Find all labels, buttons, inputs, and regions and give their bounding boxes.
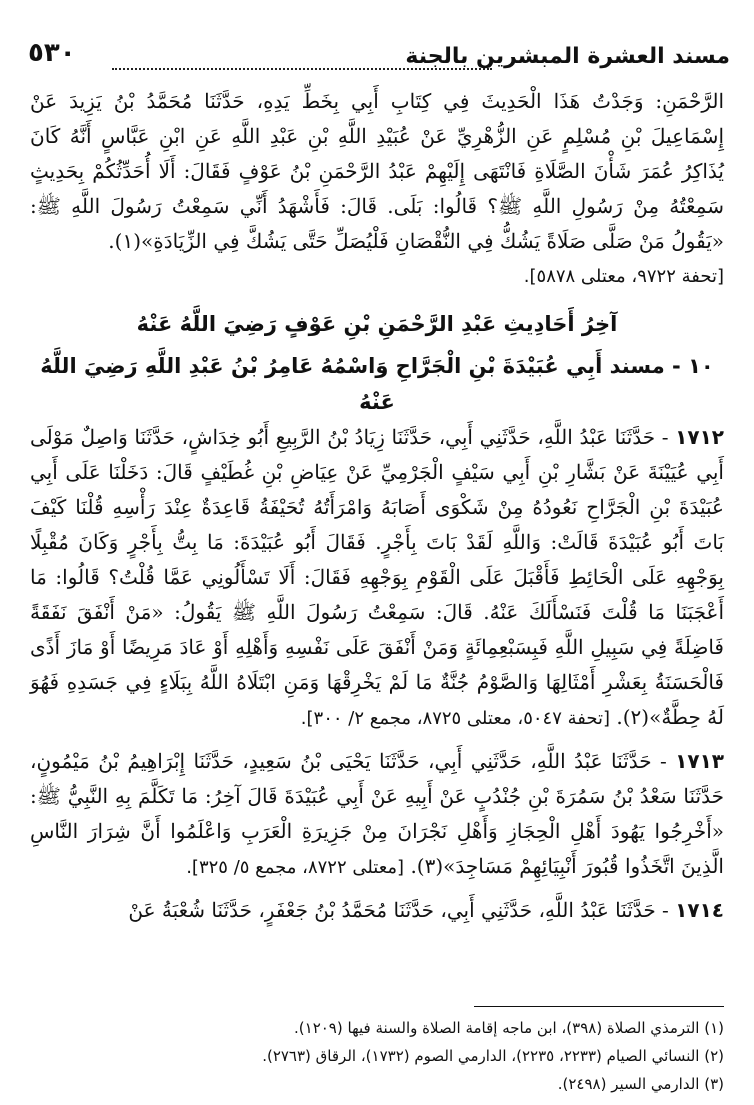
hadith-number: ١٧١٤ xyxy=(675,898,724,922)
hadith-number: ١٧١٢ xyxy=(675,425,724,449)
hadith-text: - حَدَّثَنَا عَبْدُ اللَّهِ، حَدَّثَنِي أَبِي، حَدَّثَنَا يَحْيَى بْنُ سَعِيدٍ، حَدَّثَنَا إِبْرَاهِيمُ بْنُ مَيْمُونٍ، حَدَّثَنَا سَعْدُ بْنُ سَمُرَةَ بْنِ جُنْدُبٍ عَنْ أَبِيهِ عَنْ أَبِي عُبَيْدَةَ قَالَ آخِرُ: مَا تَكَلَّمَ بِهِ النَّبِيُّ ﷺ: «أَخْرِجُوا يَهُودَ أَهْلِ الْحِجَازِ وَأَهْلِ نَجْرَانَ مِنْ جَزِيرَةِ الْعَرَبِ وَاعْلَمُوا أَنَّ شِرَارَ النَّاسِ الَّذِينَ اتَّخَذُوا قُبُورَ أَنْبِيَائِهِمْ مَسَاجِدَ»(٣). xyxy=(30,749,724,878)
main-text xyxy=(30,84,724,928)
footnote-1: (١) الترمذي الصلاة (٣٩٨)، ابن ماجه إقامة الصلاة والسنة فيها (١٢٠٩). xyxy=(294,1019,724,1037)
header-dotted-leader xyxy=(112,68,492,70)
footnote-separator xyxy=(474,1006,724,1007)
hadith-reference: [معتلى ٨٧٢٢، مجمع ٥/ ٣٢٥]. xyxy=(186,857,405,878)
end-of-hadiths-heading: آخِرُ أَحَادِيثِ عَبْدِ الرَّحْمَنِ بْنِ عَوْفٍ رَضِيَ اللَّهُ عَنْهُ xyxy=(136,312,618,336)
hadith-1714 xyxy=(30,893,724,928)
intro-paragraph: الرَّحْمَنِ: وَجَدْتُ هَذَا الْحَدِيثَ فِي كِتَابِ أَبِي بِخَطِّ يَدِهِ، حَدَّثَنَا مُحَمَّدُ بْنُ يَزِيدَ عَنْ إِسْمَاعِيلَ بْنِ مُسْلِمٍ عَنِ الزُّهْرِيِّ عَنْ عُبَيْدِ اللَّهِ بْنِ عَبْدِ اللَّهِ عَنِ ابْنِ عَبَّاسٍ أَنَّهُ كَانَ يُذَاكِرُ عُمَرَ شَأْنَ الصَّلَاةِ فَانْتَهَى إِلَيْهِمْ عَبْدُ الرَّحْمَنِ بْنُ عَوْفٍ فَقَالَ: أَلَا أُحَدِّثُكُمْ بِحَدِيثٍ سَمِعْتُهُ مِنْ رَسُولِ اللَّهِ ﷺ؟ قَالُوا: بَلَى. قَالَ: فَأَشْهَدُ أَنِّي سَمِعْتُ رَسُولَ اللَّهِ ﷺ: «يَقُولُ مَنْ صَلَّى صَلَاةً يَشُكُّ فِي النُّقْصَانِ فَلْيُصَلِّ حَتَّى يَشُكَّ فِي الزِّيَادَةِ»(١). xyxy=(30,89,724,253)
hadith-text: - حَدَّثَنَا عَبْدُ اللَّهِ، حَدَّثَنِي أَبِي، حَدَّثَنَا مُحَمَّدُ بْنُ جَعْفَرٍ، حَدَّثَنَا شُعْبَةُ عَنْ xyxy=(128,898,669,922)
page-header xyxy=(24,38,730,78)
footnote-3: (٣) الدارمي السير (٢٤٩٨). xyxy=(557,1075,724,1093)
hadith-1712 xyxy=(30,420,724,736)
hadith-reference: [تحفة ٥٠٤٧، معتلى ٨٧٢٥، مجمع ٢/ ٣٠٠]. xyxy=(300,708,610,729)
page-number: ٥٣٠ xyxy=(28,38,76,68)
hadith-number: ١٧١٣ xyxy=(675,749,724,773)
footnote-2: (٢) النسائي الصيام (٢٢٣٣، ٢٢٣٥)، الدارمي الصوم (١٧٣٢)، الرقاق (٢٧٦٣). xyxy=(262,1047,724,1065)
hadith-1713 xyxy=(30,744,724,885)
intro-reference: [تحفة ٩٧٢٢، معتلى ٥٨٧٨]. xyxy=(523,266,724,287)
musnad-heading: ١٠ - مسند أَبِي عُبَيْدَةَ بْنِ الْجَرَّاحِ وَاسْمُهُ عَامِرُ بْنُ عَبْدِ اللَّهِ رَضِيَ اللَّهُ عَنْهُ xyxy=(40,354,714,414)
footnotes xyxy=(30,1014,724,1098)
running-title: مسند العشرة المبشرين بالجنة xyxy=(405,44,730,69)
hadith-text: - حَدَّثَنَا عَبْدُ اللَّهِ، حَدَّثَنِي أَبِي، حَدَّثَنَا زِيَادُ بْنُ الرَّبِيعِ أَبُو خِدَاشٍ، حَدَّثَنَا وَاصِلٌ مَوْلَى أَبِي عُيَيْنَةَ عَنْ بَشَّارِ بْنِ أَبِي سَيْفٍ الْجَرْمِيِّ عَنْ عِيَاضِ بْنِ غُطَيْفٍ قَالَ: دَخَلْنَا عَلَى أَبِي عُبَيْدَةَ بْنِ الْجَرَّاحِ نَعُودُهُ مِنْ شَكْوَى أَصَابَهُ وَامْرَأَتُهُ تُحَيْفَةُ قَاعِدَةٌ عِنْدَ رَأْسِهِ قُلْنَا كَيْفَ بَاتَ أَبُو عُبَيْدَةَ قَالَتْ: وَاللَّهِ لَقَدْ بَاتَ بِأَجْرٍ. فَقَالَ أَبُو عُبَيْدَةَ: مَا بِتُّ بِأَجْرٍ وَكَانَ مُقْبِلًا بِوَجْهِهِ عَلَى الْحَائِطِ فَأَقْبَلَ عَلَى الْقَوْمِ بِوَجْهِهِ فَقَالَ: أَلَا تَسْأَلُونِي عَمَّا قُلْتُ؟ قَالُوا: مَا أَعْجَبَنَا مَا قُلْتَ فَنَسْأَلَكَ عَنْهُ. قَالَ: سَمِعْتُ رَسُولَ اللَّهِ ﷺ يَقُولُ: «مَنْ أَنْفَقَ نَفَقَةً فَاضِلَةً فِي سَبِيلِ اللَّهِ فَبِسَبْعِمِائَةٍ وَمَنْ أَنْفَقَ عَلَى نَفْسِهِ وَأَهْلِهِ أَوْ عَادَ مَرِيضًا أَوْ مَازَ أَذًى فَالْحَسَنَةُ بِعَشْرِ أَمْثَالِهَا وَالصَّوْمُ جُنَّةٌ مَا لَمْ يَخْرِقْهَا وَمَنِ ابْتَلَاهُ اللَّهُ بِبَلَاءٍ فِي جَسَدِهِ فَهُوَ لَهُ حِطَّةٌ»(٢). xyxy=(30,425,724,729)
